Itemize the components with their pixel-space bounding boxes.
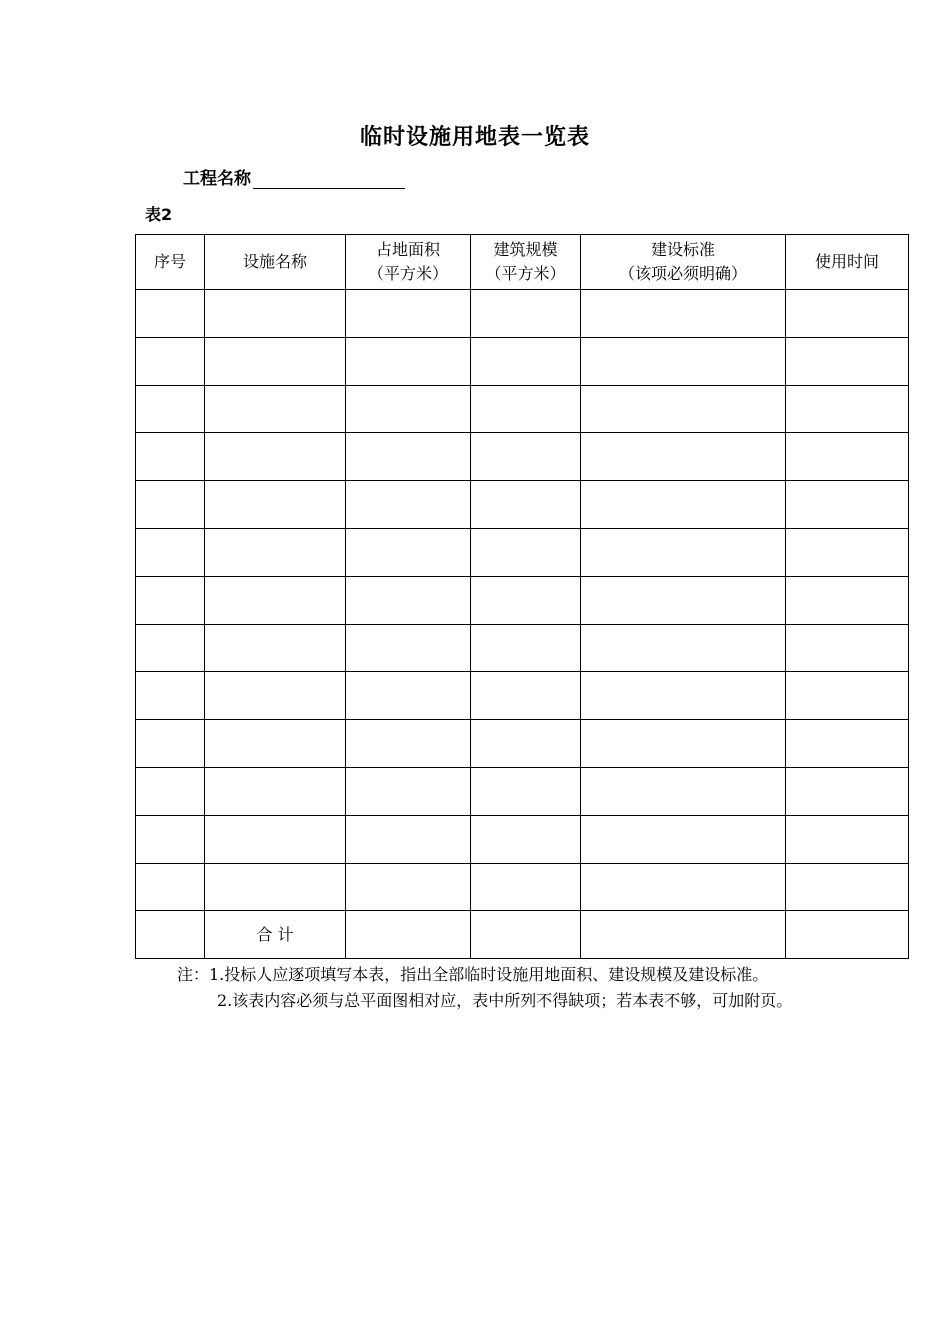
table-cell[interactable] [346,385,471,433]
table-cell[interactable] [205,815,346,863]
table-cell[interactable] [581,624,786,672]
table-cell[interactable] [346,911,471,959]
notes [145,963,825,1013]
table-cell[interactable] [581,385,786,433]
table-cell[interactable] [581,290,786,338]
note-1: 注：1.投标人应逐项填写本表，指出全部临时设施用地面积、建设规模及建设标准。 [177,965,769,984]
table-row [136,433,909,481]
table-cell[interactable] [136,911,205,959]
table-cell[interactable] [205,672,346,720]
table-cell[interactable] [346,863,471,911]
table-cell[interactable] [786,576,909,624]
table-cell[interactable] [581,481,786,529]
table-header-row [136,235,909,290]
table-row [136,481,909,529]
table-cell[interactable] [581,337,786,385]
table-cell[interactable] [205,433,346,481]
table-cell[interactable] [346,576,471,624]
table-cell[interactable] [136,815,205,863]
table-cell[interactable] [205,290,346,338]
table-cell[interactable] [471,911,581,959]
table-cell[interactable] [581,528,786,576]
table-cell[interactable] [786,433,909,481]
table-cell[interactable] [581,863,786,911]
table-cell[interactable] [471,863,581,911]
table-cell[interactable] [205,481,346,529]
table-cell[interactable] [136,385,205,433]
table-cell[interactable] [471,576,581,624]
table-total-row [136,911,909,959]
table-cell[interactable] [136,481,205,529]
table-cell[interactable] [786,911,909,959]
table-cell[interactable] [786,672,909,720]
table-cell[interactable] [205,767,346,815]
table-cell[interactable] [581,672,786,720]
table-cell[interactable] [471,672,581,720]
table-row [136,528,909,576]
facility-table [135,234,909,959]
table-row [136,767,909,815]
table-cell[interactable] [346,337,471,385]
table-cell[interactable] [471,290,581,338]
table-row [136,337,909,385]
page-title: 临时设施用地表一览表 [359,125,590,150]
table-cell[interactable] [471,385,581,433]
table-cell[interactable] [136,337,205,385]
table-cell[interactable] [471,481,581,529]
table-cell[interactable] [136,720,205,768]
table-row [136,290,909,338]
table-cell[interactable] [581,720,786,768]
table-row [136,576,909,624]
table-cell[interactable] [471,528,581,576]
project-name-field[interactable] [253,170,405,189]
table-cell[interactable] [581,576,786,624]
table-row [136,720,909,768]
table-cell[interactable] [346,720,471,768]
table-body [136,290,909,959]
table-cell[interactable] [205,576,346,624]
table-cell[interactable] [205,528,346,576]
table-cell[interactable] [346,528,471,576]
project-name-label: 工程名称 [183,169,251,189]
table-cell[interactable] [786,528,909,576]
table-row [136,863,909,911]
table-cell[interactable] [471,624,581,672]
table-cell[interactable] [471,337,581,385]
table-cell[interactable] [786,720,909,768]
table-cell[interactable] [346,433,471,481]
table-cell[interactable] [786,290,909,338]
table-cell[interactable] [205,385,346,433]
table-cell[interactable] [471,720,581,768]
table-cell[interactable] [205,863,346,911]
table-row [136,672,909,720]
table-cell[interactable] [205,720,346,768]
header-usage-time: 使用时间 [786,235,909,290]
table-cell[interactable] [581,911,786,959]
table-row [136,624,909,672]
table-cell[interactable] [205,337,346,385]
header-facility-name: 设施名称 [205,235,346,290]
table-cell[interactable] [136,672,205,720]
table-cell[interactable] [346,815,471,863]
table-cell[interactable] [786,481,909,529]
table-cell[interactable] [136,767,205,815]
table-cell[interactable] [346,767,471,815]
table-cell[interactable] [786,815,909,863]
header-construction-standard: 建设标准 （该项必须明确） [581,235,786,290]
table-cell[interactable] [581,433,786,481]
table-cell[interactable] [471,433,581,481]
table-cell[interactable] [786,624,909,672]
table-cell[interactable] [786,767,909,815]
table-row [136,385,909,433]
table-cell[interactable] [136,624,205,672]
table-cell[interactable] [471,815,581,863]
table-cell[interactable] [346,290,471,338]
header-land-area: 占地面积 （平方米） [346,235,471,290]
note-2: 2.该表内容必须与总平面图相对应，表中所列不得缺项；若本表不够，可加附页。 [217,991,793,1010]
table-cell[interactable] [581,815,786,863]
table-cell[interactable] [471,767,581,815]
table-cell[interactable] [346,672,471,720]
table-cell[interactable] [136,290,205,338]
table-cell[interactable] [786,385,909,433]
table-cell[interactable] [346,481,471,529]
total-label: 合 计 [205,911,346,959]
project-name-line [183,164,405,189]
table-row [136,815,909,863]
table-cell[interactable] [786,863,909,911]
table-cell[interactable] [581,767,786,815]
table-cell[interactable] [786,337,909,385]
table-cell[interactable] [346,624,471,672]
table-number: 表2 [145,205,173,224]
header-building-scale: 建筑规模 （平方米） [471,235,581,290]
header-seq: 序号 [136,235,205,290]
table-cell[interactable] [205,624,346,672]
table-cell[interactable] [136,863,205,911]
table-cell[interactable] [136,528,205,576]
table-cell[interactable] [136,433,205,481]
table-cell[interactable] [136,576,205,624]
